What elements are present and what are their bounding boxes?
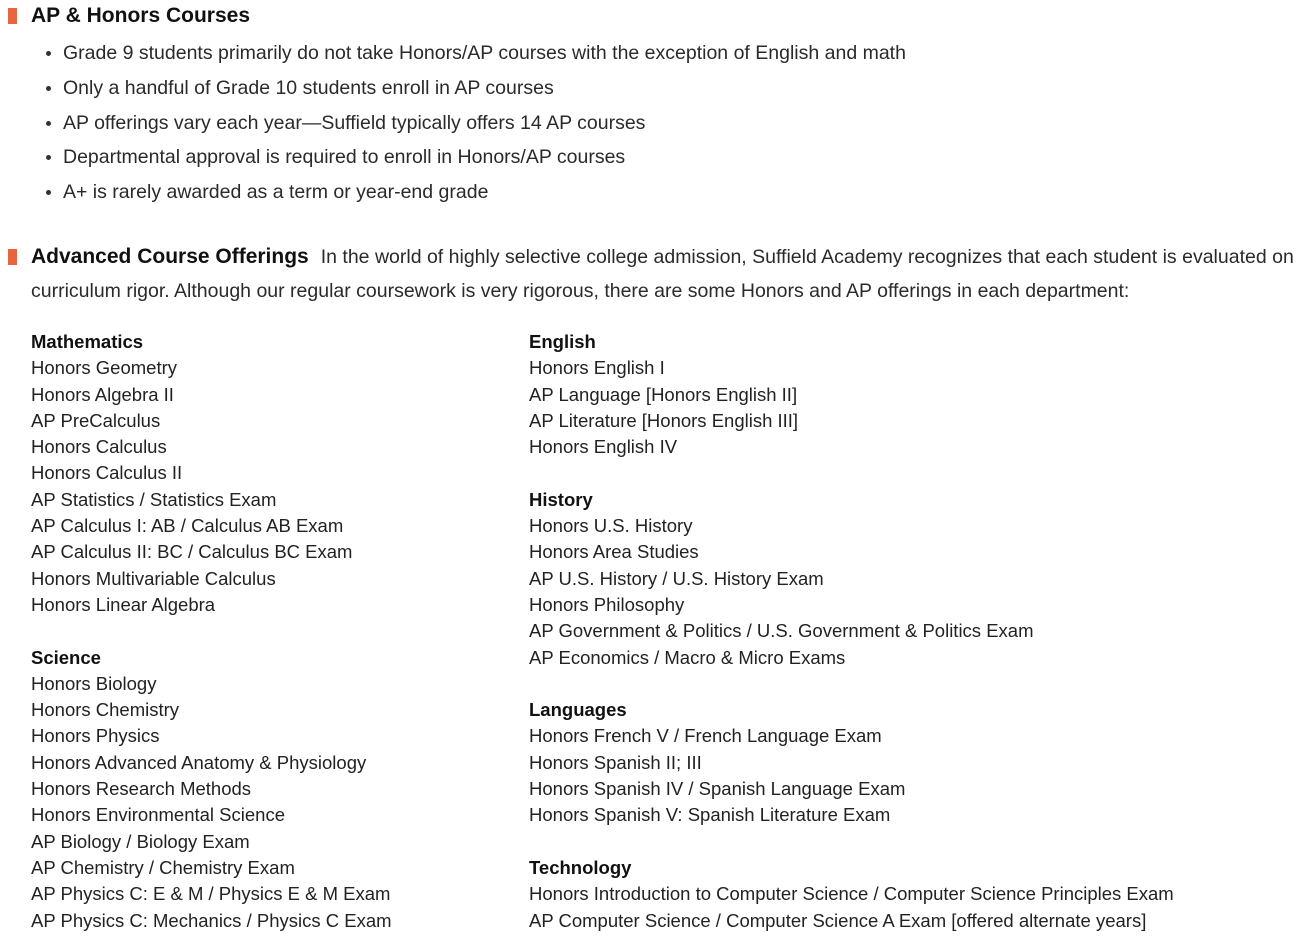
course-item: Honors Philosophy bbox=[529, 593, 685, 615]
department-title: Languages bbox=[529, 699, 627, 721]
course-item: AP Chemistry / Chemistry Exam bbox=[31, 856, 295, 878]
course-item: AP Statistics / Statistics Exam bbox=[31, 488, 277, 510]
course-item: Honors Advanced Anatomy & Physiology bbox=[31, 751, 367, 773]
department-group bbox=[31, 329, 392, 618]
course-item: Honors Multivariable Calculus bbox=[31, 567, 276, 589]
course-item: AP PreCalculus bbox=[31, 409, 161, 431]
department-title: Mathematics bbox=[31, 331, 144, 352]
department-title: Science bbox=[31, 646, 101, 668]
course-item: Honors Environmental Science bbox=[31, 804, 285, 826]
course-item: AP Computer Science / Computer Science A Exam [offered alternate years] bbox=[529, 909, 1147, 931]
section-marker bbox=[8, 249, 17, 265]
bullet-item: Departmental approval is required to enroll in Honors/AP courses bbox=[63, 140, 906, 175]
course-item: AP Language [Honors English II] bbox=[529, 383, 798, 405]
course-item: Honors Calculus II bbox=[31, 462, 183, 484]
bullet-item: A+ is rarely awarded as a term or year-end grade bbox=[63, 175, 906, 210]
course-item: Honors French V / French Language Exam bbox=[529, 725, 882, 747]
course-item: Honors Calculus bbox=[31, 436, 167, 458]
section-heading: AP & Honors Courses bbox=[31, 4, 250, 27]
section-heading: Advanced Course Offerings bbox=[31, 245, 309, 268]
course-item: AP Literature [Honors English III] bbox=[529, 409, 799, 431]
course-item: Honors Linear Algebra bbox=[31, 593, 216, 615]
course-item: AP U.S. History / U.S. History Exam bbox=[529, 567, 824, 589]
course-item: AP Calculus I: AB / Calculus AB Exam bbox=[31, 515, 344, 537]
department-title: English bbox=[529, 331, 596, 352]
department-title: History bbox=[529, 488, 593, 510]
section-marker bbox=[8, 8, 17, 24]
intro-text: In the world of highly selective college admission, Suffield Academy recognizes that each student is evaluated on curriculum rigor. Although our regular coursework is very rigorous, there are some Honors and AP offerings in each department: bbox=[31, 246, 1294, 302]
course-item: AP Economics / Macro & Micro Exams bbox=[529, 646, 846, 668]
course-item: AP Government & Politics / U.S. Government & Politics Exam bbox=[529, 620, 1034, 642]
department-title: Technology bbox=[529, 856, 632, 878]
ap-honors-bullet-list bbox=[63, 36, 906, 210]
department-group bbox=[529, 855, 1174, 934]
department-group bbox=[529, 697, 1174, 828]
course-item: Honors Spanish IV / Spanish Language Exam bbox=[529, 778, 906, 800]
course-item: Honors U.S. History bbox=[529, 515, 693, 537]
course-item: Honors English IV bbox=[529, 436, 678, 458]
bullet-item: AP offerings vary each year—Suffield typically offers 14 AP courses bbox=[63, 106, 906, 141]
course-item: Honors Physics bbox=[31, 725, 160, 747]
department-group bbox=[529, 487, 1174, 671]
course-item: AP Physics C: Mechanics / Physics C Exam bbox=[31, 909, 392, 931]
bullet-item: Only a handful of Grade 10 students enroll in AP courses bbox=[63, 71, 906, 106]
bullet-item: Grade 9 students primarily do not take Honors/AP courses with the exception of English and math bbox=[63, 36, 906, 71]
course-item: Honors Spanish II; III bbox=[529, 751, 702, 773]
course-item: Honors Introduction to Computer Science / Computer Science Principles Exam bbox=[529, 883, 1174, 905]
course-item: AP Biology / Biology Exam bbox=[31, 830, 250, 852]
advanced-intro-paragraph bbox=[31, 240, 1316, 308]
course-item: Honors Area Studies bbox=[529, 541, 699, 563]
course-item: AP Physics C: E & M / Physics E & M Exam bbox=[31, 883, 391, 905]
department-group bbox=[529, 329, 1174, 460]
course-item: Honors Research Methods bbox=[31, 778, 252, 800]
course-item: Honors Chemistry bbox=[31, 699, 180, 721]
department-group bbox=[31, 645, 392, 934]
course-item: Honors Biology bbox=[31, 672, 157, 694]
left-course-column bbox=[31, 329, 392, 934]
course-item: AP Calculus II: BC / Calculus BC Exam bbox=[31, 541, 353, 563]
right-course-column bbox=[529, 329, 1174, 934]
course-item: Honors English I bbox=[529, 357, 665, 379]
course-item: Honors Algebra II bbox=[31, 383, 174, 405]
course-item: Honors Geometry bbox=[31, 357, 177, 379]
course-item: Honors Spanish V: Spanish Literature Exam bbox=[529, 804, 891, 826]
